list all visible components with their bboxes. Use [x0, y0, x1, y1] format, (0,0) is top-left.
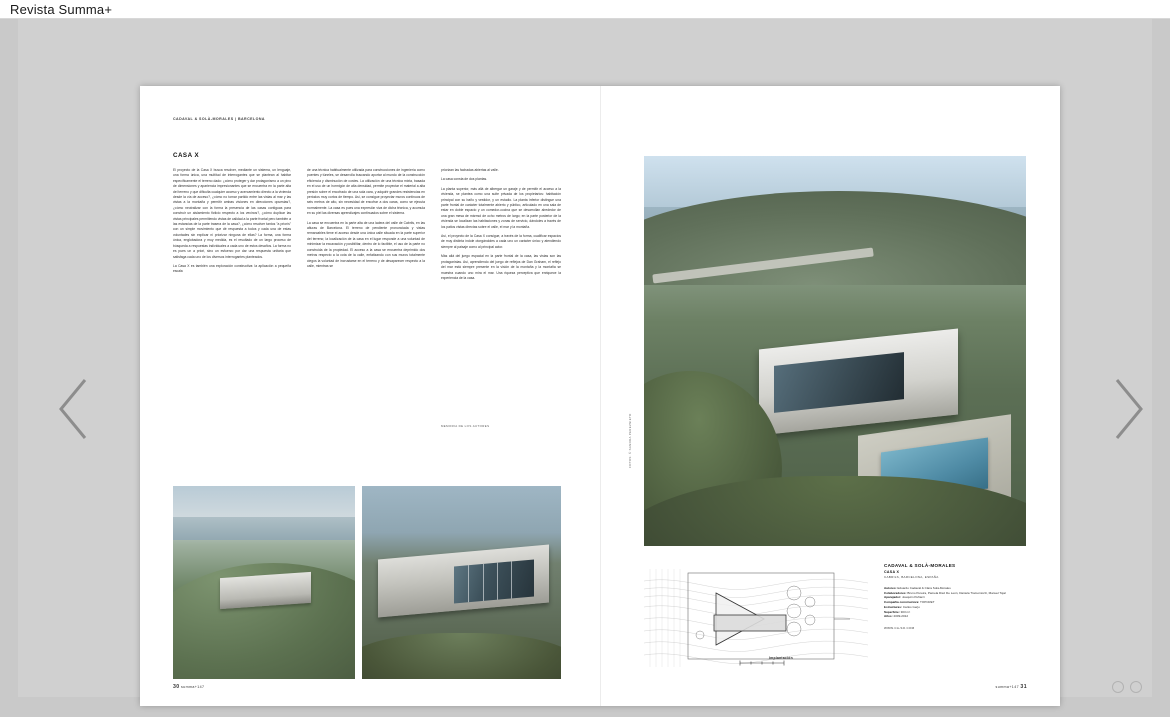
page-corner-controls[interactable] — [1112, 681, 1142, 693]
page-right — [600, 86, 1060, 706]
page-corner-dot[interactable] — [1130, 681, 1142, 693]
credit-item: Compañía constructora: TOPCRET — [884, 600, 935, 605]
chevron-left-icon[interactable] — [52, 374, 98, 444]
credit-item: Superficie: 303 m² — [884, 609, 911, 614]
app-title: Revista Summa+ — [10, 1, 113, 17]
article-kicker: CADAVAL & SOLÀ-MORALES | BARCELONA — [173, 117, 265, 121]
studio-website: WWW.CA-SO.COM — [884, 626, 915, 631]
folio-right-number: 31 — [1020, 684, 1027, 690]
credit-item: Autores: Eduardo Cadaval & Clara Solà-Morales — [884, 586, 951, 590]
project-name: CASA X — [884, 570, 900, 574]
photo-house-facade — [362, 486, 561, 679]
site-plan-drawing — [644, 563, 868, 673]
body-text-2: de una técnica habitualmente utilizada para construcciones de ingeniería como puentes y túneles, se desarrolla buscando aportar al mundo de la construcción eficiencia y disminución de costes. La utilización de una técnica mixta, basada en el uso de un hormigón de alta densidad, permite proyectar el material a alta presión sobre el encofrado de una sola cara, y adquirir grandes resistencias en periodos muy cortos de tiempo. Así, se consigue proyectar muros continuos de seis metros de alto, sin necesidad de encofrar a dos caras, como se ejecuta normalmente. La casa es pues una expresión viva de dicha técnica, y acumula en su piel las diversas aprendizajes continuados sobre el sistema. La casa se encuentra en la parte alta de una ladera del valle de Cabrils, en las alturas de Barcelona. El terreno de pendiente pronunciada y vistas remarcables tiene el acceso desde una única calle situada en la parte superior del terreno; la localización de la casa en el lugar responde a una voluntad de minimizar la excavación y posibilitar, dentro de lo factible, el uso de la parte no construida de la propiedad. El acceso a la casa se encuentra deprimido dos metros respecto a la cota de la calle, enfatizando con sus muros totalmente ciegos la voluntad de incrustarse en el terreno y de desaparecer respecto a la calle, mientras se — [307, 168, 425, 268]
plan-caption: Implantación — [769, 656, 793, 660]
photo-aerial-house-pool — [644, 156, 1026, 546]
app-title-bar — [0, 0, 1170, 19]
page-title: CASA X — [173, 152, 200, 159]
folio-left-number: 30 — [173, 684, 180, 690]
author-credit: MEMORIA DE LOS AUTORES — [441, 424, 490, 428]
folio-left-label: summa+147 — [180, 685, 205, 689]
body-text-3: priorizan las fachadas abiertas al valle. La casa consta de dos plantas. La planta superior, más allá de albergar un garaje y de permitir el acceso a la vivienda, se plantea como una suite privada de los propietarios: habitación principal con su baño y vestidor, y un estudio. La planta inferior distingue una parte frontal de carácter totalmente abierto y público, articulado en una sala de estar en doble espacio y un comedor-cocina que se desarrollan alrededor de una gran mesa de mármol de ocho metros de largo; en la parte posterior de la vivienda se localizan las habitaciones y zonas de servicio, dándoles a través de los patios vistas directas sobre el valle, el mar y la montaña. Así, el proyecto de la Casa X consigue, a través de la forma, cualificar espacios de muy distinta índole otorgándoles a cada uno un carácter único y atendiendo siempre al paisaje como al principal actor. Más allá del juego espacial en la parte frontal de la casa, las vistas son las protagonistas. Así, aprendiendo del juego de reflejos de Dan Graham, el reflejo del mar está siempre presente en la visión de la montaña y la montaña se muestra cuando uno mira el mar. Una riqueza perceptiva que enriquece la experiencia de la casa. — [441, 168, 561, 280]
page-corner-dot[interactable] — [1112, 681, 1124, 693]
body-column-3 — [441, 168, 561, 285]
magazine-spread[interactable] — [140, 86, 1060, 706]
studio-name: CADAVAL & SOLÀ-MORALES — [884, 563, 956, 568]
folio-right — [996, 684, 1027, 690]
credit-item: Estructuras: Carlos Gerjo — [884, 604, 920, 609]
page-left — [140, 86, 600, 706]
body-column-1 — [173, 168, 291, 279]
document-viewer — [0, 19, 1170, 717]
folio-right-label: summa+147 — [995, 685, 1020, 689]
folio-left — [173, 684, 204, 690]
credit-item: Años: 2009-2012 — [884, 614, 909, 619]
credit-item: Colaboradores: Bruno Pereira, Pamela Diaz De León, Daniela Tramontozzi, Manuel Tojal — [884, 590, 1006, 595]
project-location: CABRILS, BARCELONA, ESPAÑA — [884, 575, 939, 579]
body-column-2 — [307, 168, 425, 273]
project-credits — [884, 563, 1024, 630]
photo-house-landscape — [173, 486, 355, 679]
photo-credit: FOTOS: © SANDRA PEREZNIETO — [628, 413, 632, 468]
credit-item: Aparejador: Joaquim Peñarci — [884, 595, 925, 600]
viewer-canvas — [18, 19, 1152, 697]
credit-list — [884, 586, 1024, 619]
chevron-right-icon[interactable] — [1104, 374, 1150, 444]
body-text-1: El proyecto de la Casa X busca resolver, mediante un sistema, un lenguaje, una forma única, una multitud de interrogantes que se plantean al habitar específicamente el terreno dado: ¿cómo proteger y dar protagonismo a un pino de dimensiones y apariencia impresionantes que se encuentra en la parte alta del terreno y que dificulta cualquier acceso y acercamiento directo a la vivienda desde la vía de acceso?, ¿cómo no tomar partido entre las vistas al mar y las vistas a la montaña y permitir ambas visiones en direcciones opuestas?, ¿cómo neutralizar con la forma la presencia de las casas contiguas para construir un aislamiento ficticio respecto a los vecinos?, ¿cómo duplicar las vistas principales permitiendo vistas de calidad a la parte frontal pero también a las estancias de la parte trasera de la casa?, ¿cómo resolver tantos "a priorís" con un simple movimiento que dé respuesta a todos y cada una de estas voluntades sin explicar ni priorizar ninguna de ellas? La forma, una forma única, englobadora y muy medida, es el resultado de un largo proceso de búsqueda a respuestas individuales a cada uno de estos desafíos. La forma no es pues un a priori, sino un esfuerzo por dar una respuesta unitaria que satisfaga cada uno de los diversos interrogantes planteados. La Casa X es también una exploración constructiva: la aplicación a pequeña escala — [173, 168, 291, 274]
